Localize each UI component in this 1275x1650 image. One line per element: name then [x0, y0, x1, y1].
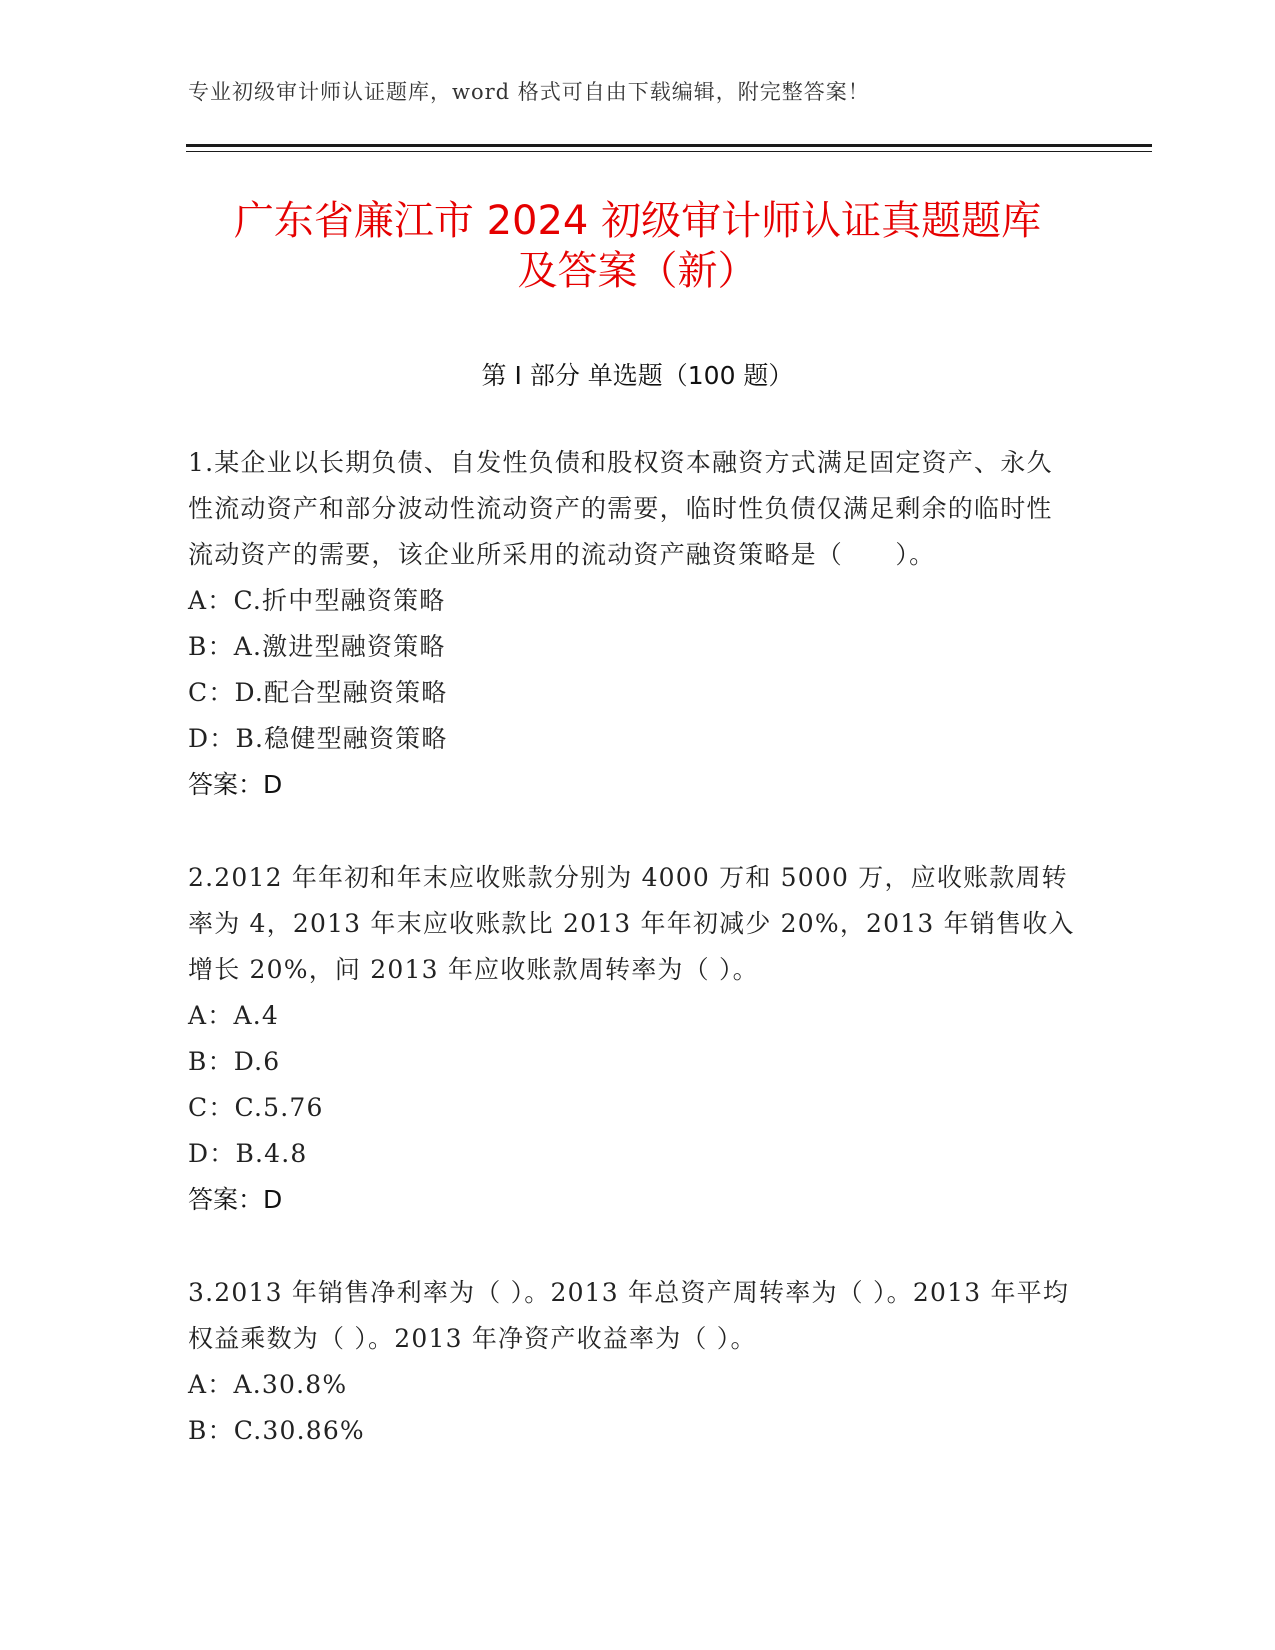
- document-title-line-2: 及答案（新）: [517, 248, 758, 294]
- question-stem: 2.2012 年年初和年末应收账款分别为 4000 万和 5000 万，应收账款周转率为 4，2013 年末应收账款比 2013 年年初减少 20%，2013 年销售收入增长 20%，问 2013 年应收账款周转率为（ ）。: [188, 863, 1075, 984]
- option-b: B：A.激进型融资策略: [188, 632, 446, 661]
- option-a: A：A.4: [188, 1001, 279, 1030]
- option-b: B：C.30.86%: [188, 1416, 365, 1445]
- question-1: [188, 440, 1078, 808]
- answer: 答案：D: [188, 1185, 283, 1214]
- option-c: C：C.5.76: [188, 1093, 324, 1122]
- header-rule-thick: [186, 144, 1152, 147]
- option-c: C：D.配合型融资策略: [188, 678, 448, 707]
- option-d: D：B.4.8: [188, 1139, 308, 1168]
- option-a: A：C.折中型融资策略: [188, 586, 446, 615]
- option-d: D：B.稳健型融资策略: [188, 724, 448, 753]
- option-b: B：D.6: [188, 1047, 281, 1076]
- header-note: 专业初级审计师认证题库，word 格式可自由下载编辑，附完整答案！: [188, 80, 870, 104]
- question-2: [188, 855, 1078, 1223]
- header-rule-thin: [186, 151, 1152, 152]
- section-title: 第 I 部分 单选题（100 题）: [481, 361, 794, 390]
- question-3: [188, 1270, 1078, 1454]
- option-a: A：A.30.8%: [188, 1370, 348, 1399]
- question-stem: 3.2013 年销售净利率为（ ）。2013 年总资产周转率为（ ）。2013 年平均权益乘数为（ ）。2013 年净资产收益率为（ ）。: [188, 1278, 1070, 1353]
- answer: 答案：D: [188, 770, 283, 799]
- document-title: [150, 196, 1125, 296]
- document-title-line-1: 广东省廉江市 2024 初级审计师认证真题题库: [233, 198, 1042, 244]
- question-stem: 1.某企业以长期负债、自发性负债和股权资本融资方式满足固定资产、永久性流动资产和部分波动性流动资产的需要，临时性负债仅满足剩余的临时性流动资产的需要，该企业所采用的流动资产融资策略是（ ）。: [188, 448, 1053, 569]
- question-list: [188, 440, 1078, 1501]
